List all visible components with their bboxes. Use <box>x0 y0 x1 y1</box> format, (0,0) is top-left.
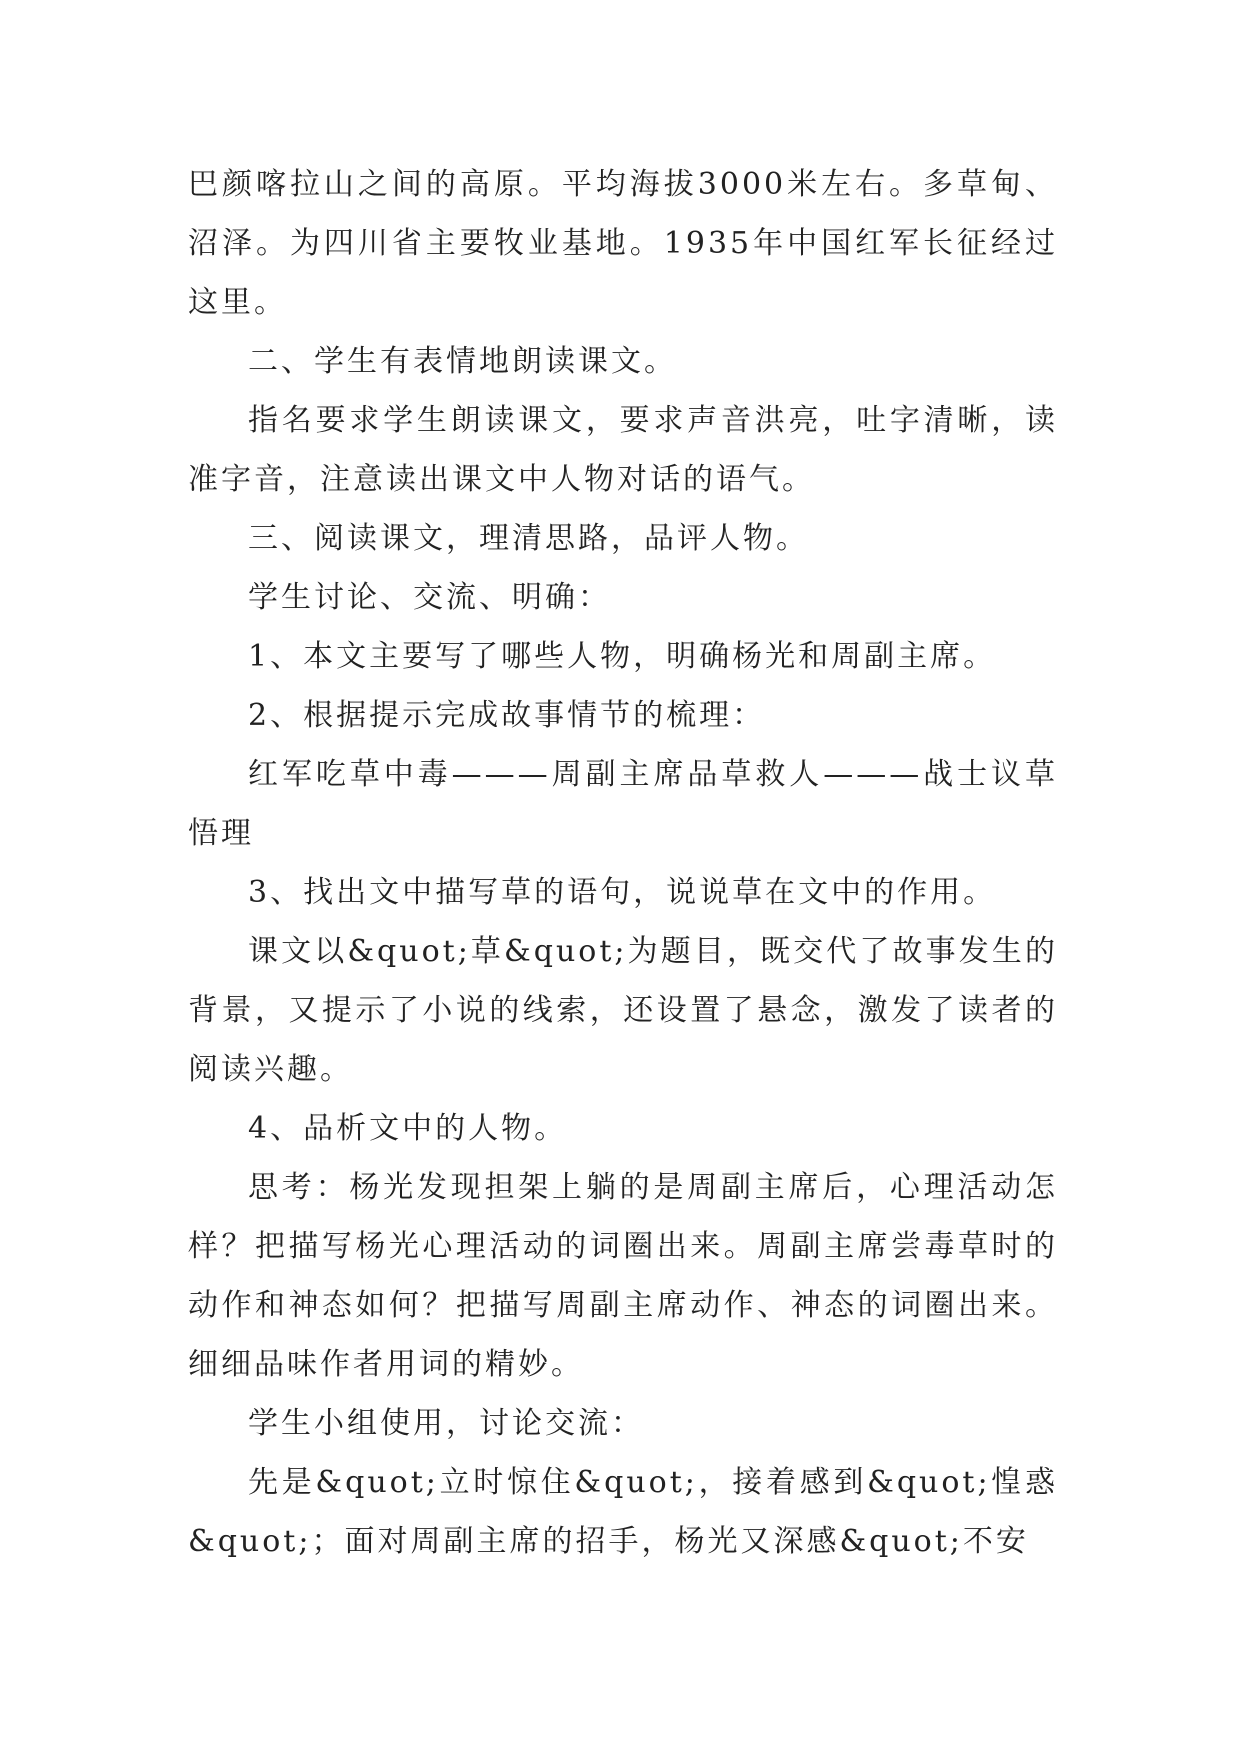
paragraph-title-function: 课文以&quot;草&quot;为题目，既交代了故事发生的背景，又提示了小说的线索，还设置了悬念，激发了读者的阅读兴趣。 <box>188 934 1058 1087</box>
list-item-4: 4、品析文中的人物。 <box>248 1111 568 1146</box>
paragraph-discussion-intro: 学生讨论、交流、明确： <box>248 580 611 615</box>
paragraph-grassland-description: 巴颜喀拉山之间的高原。平均海拔3000米左右。多草甸、沼泽。为四川省主要牧业基地。1935年中国红军长征经过这里。 <box>188 167 1058 320</box>
list-item-2: 2、根据提示完成故事情节的梳理： <box>248 698 766 733</box>
list-item-1: 1、本文主要写了哪些人物，明确杨光和周副主席。 <box>248 639 997 674</box>
list-item-3: 3、找出文中描写草的语句，说说草在文中的作用。 <box>248 875 997 910</box>
section-heading-3: 三、阅读课文，理清思路，品评人物。 <box>248 521 809 556</box>
section-heading-2: 二、学生有表情地朗读课文。 <box>248 344 677 379</box>
document-body <box>188 155 1058 1571</box>
paragraph-group-discussion: 学生小组使用，讨论交流： <box>248 1406 644 1441</box>
paragraph-reading-requirement: 指名要求学生朗读课文，要求声音洪亮，吐字清晰，读准字音，注意读出课文中人物对话的语气。 <box>188 403 1058 497</box>
paragraph-plot-outline: 红军吃草中毒———周副主席品草救人———战士议草悟理 <box>188 757 1058 851</box>
paragraph-character-analysis: 先是&quot;立时惊住&quot;，接着感到&quot;惶惑&quot;；面对周副主席的招手，杨光又深感&quot;不安 <box>188 1465 1058 1559</box>
paragraph-thinking-question: 思考：杨光发现担架上躺的是周副主席后，心理活动怎样？把描写杨光心理活动的词圈出来。周副主席尝毒草时的动作和神态如何？把描写周副主席动作、神态的词圈出来。细细品味作者用词的精妙。 <box>188 1170 1058 1382</box>
